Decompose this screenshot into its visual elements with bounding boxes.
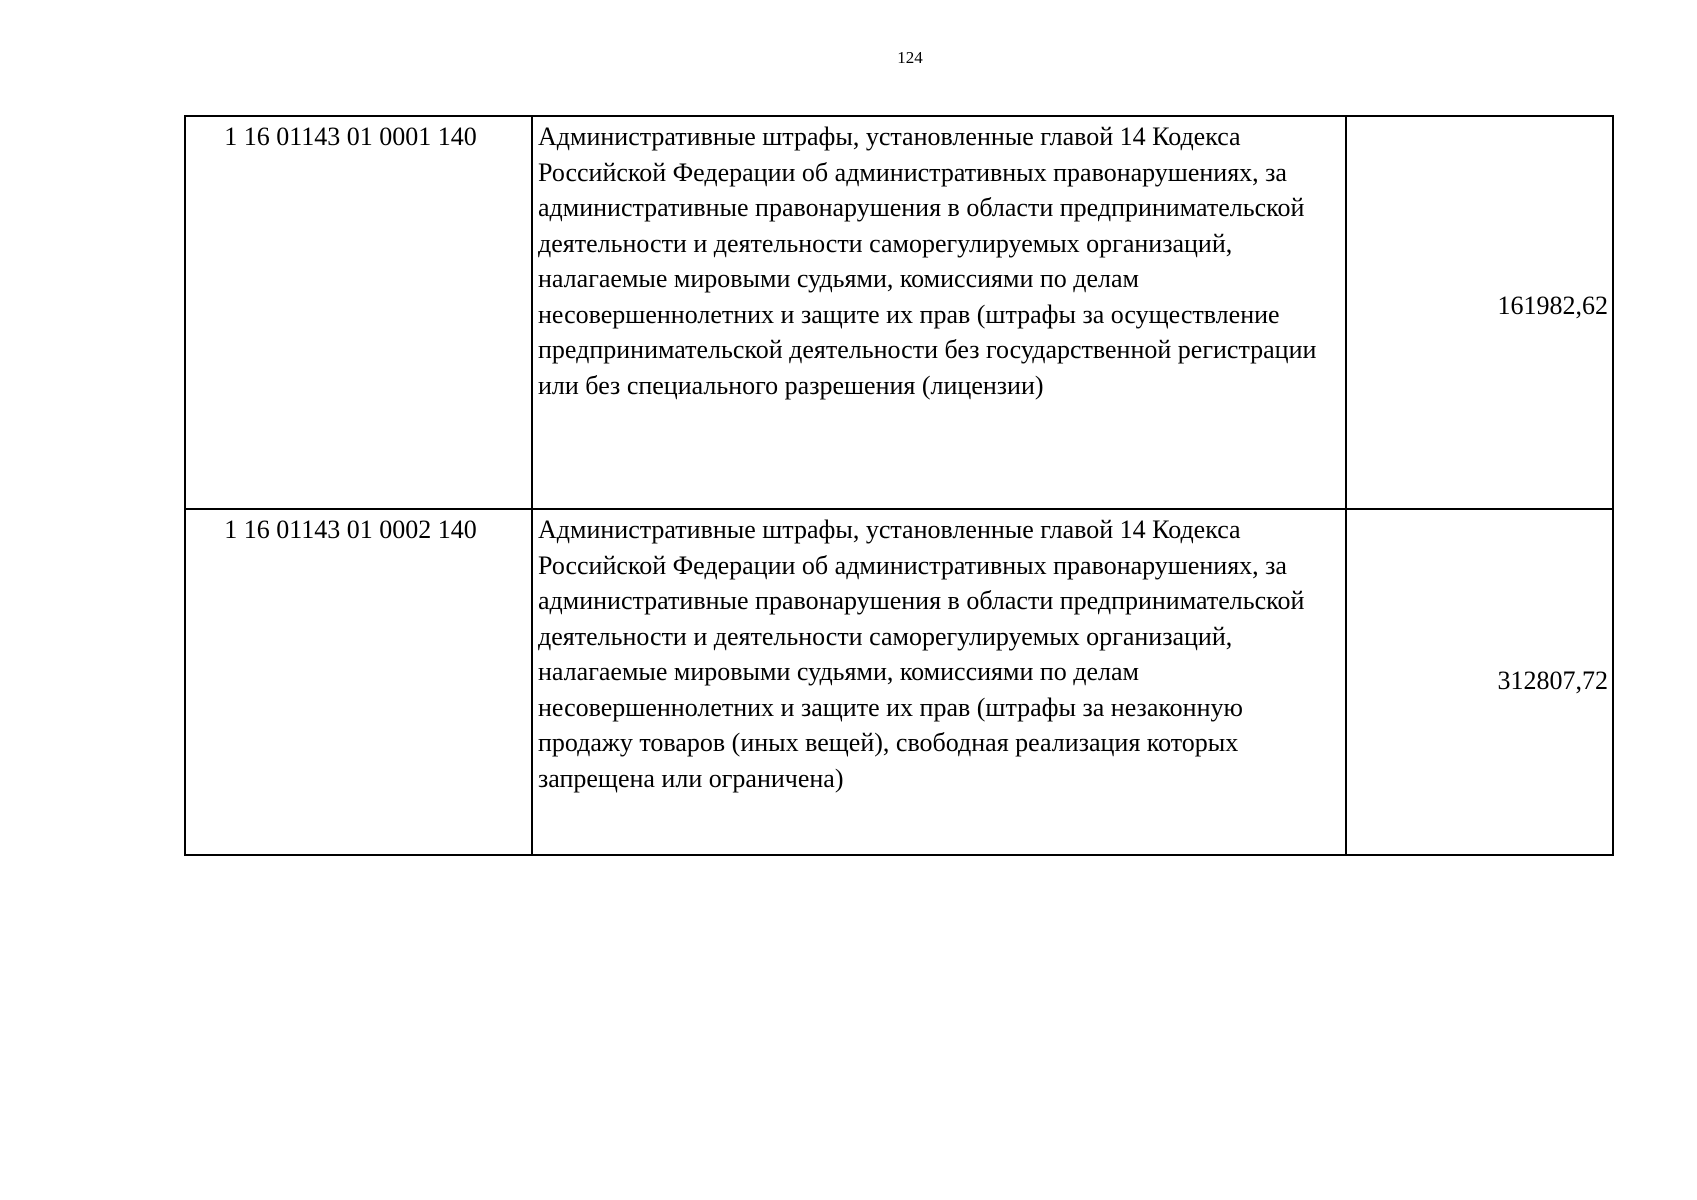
budget-code-cell bbox=[185, 509, 532, 855]
table-row bbox=[185, 509, 1613, 855]
description-cell: Административные штрафы, установленные главой 14 Кодекса Российской Федерации об административных правонарушениях, за административные правонарушения в области предпринимательской деятельности и деятельности саморегулируемых организаций, налагаемые мировыми судьями, комиссиями по делам несовершеннолетних и защите их прав (штрафы за незаконную продажу товаров (иных вещей), свободная реализация которых запрещена или ограничена) bbox=[532, 509, 1346, 855]
budget-code-cell bbox=[185, 116, 532, 509]
table-row bbox=[185, 116, 1613, 509]
budget-code: 1 16 01143 01 0001 140 bbox=[224, 122, 477, 151]
revenue-table bbox=[184, 115, 1614, 856]
amount-cell: 161982,62 bbox=[1346, 116, 1613, 509]
amount-cell: 312807,72 bbox=[1346, 509, 1613, 855]
description-cell: Административные штрафы, установленные главой 14 Кодекса Российской Федерации об административных правонарушениях, за административные правонарушения в области предпринимательской деятельности и деятельности саморегулируемых организаций, налагаемые мировыми судьями, комиссиями по делам несовершеннолетних и защите их прав (штрафы за осуществление предпринимательской деятельности без государственной регистрации или без специального разрешения (лицензии) bbox=[532, 116, 1346, 509]
page-number: 124 bbox=[897, 48, 923, 67]
budget-code: 1 16 01143 01 0002 140 bbox=[224, 515, 477, 544]
